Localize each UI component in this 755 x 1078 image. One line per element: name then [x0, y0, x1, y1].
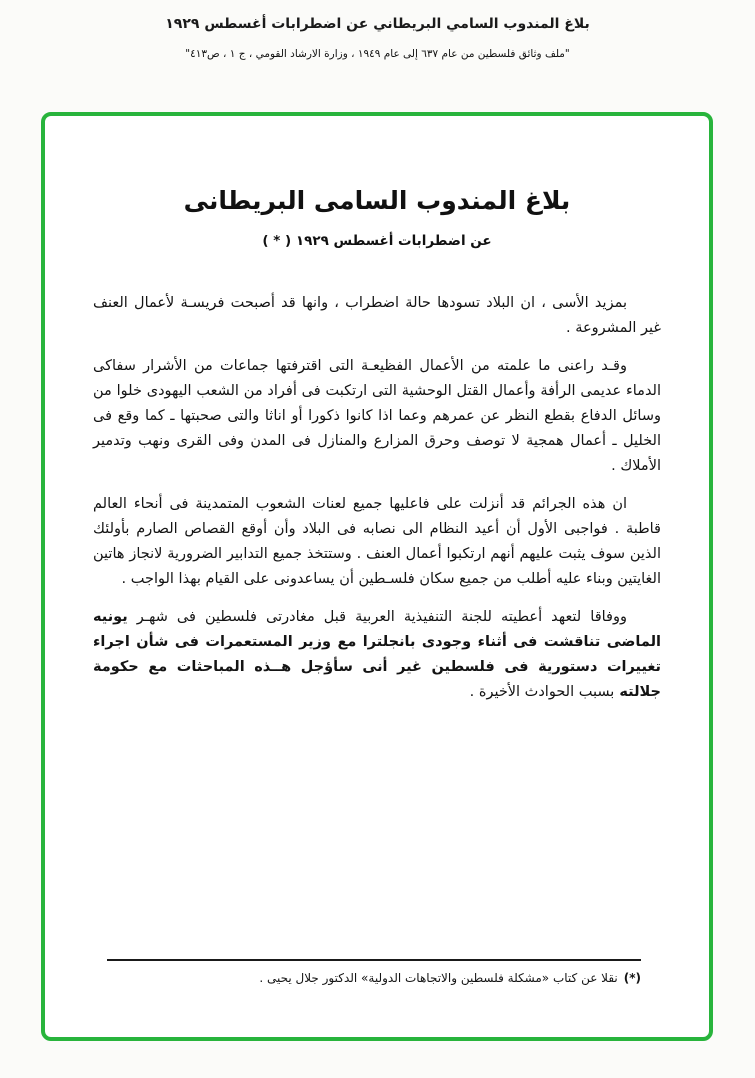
paragraph-4-tail: بسبب الحوادث الأخيرة . — [469, 684, 615, 700]
page-subtitle: عن اضطرابات أغسطس ١٩٢٩ ( * ) — [262, 233, 492, 249]
document-header — [0, 0, 755, 60]
paragraph-3: ان هذه الجرائم قد أنزلت على فاعليها جميع لعنات الشعوب المتمدينة فى أنحاء العالم قاطبة . فواجبى الأول أن أعيد النظام الى نصابه فى البلاد وأن أوقع القصاص الصارم بأولئك الذين سوف يثبت عليهم أنهم ارتكبوا أعمال العنف . وستتخذ جميع التدابير الضرورية لانجاز هاتين الغايتين وبناء عليه أطلب من جميع سكان فلسـطين أن يساعدونى على القيام بهذا الواجب . — [93, 496, 661, 587]
paragraph-4 — [93, 605, 661, 705]
footnote-marker: (*) — [623, 971, 641, 985]
page-title: بلاغ المندوب السامى البريطانى — [183, 186, 571, 215]
footnote — [107, 959, 641, 985]
paragraph-2: وقـد راعنى ما علمته من الأعمال الفظيعـة التى اقترفتها جماعات من الأشرار سفاكى الدماء عديمى الرأفة وأعمال القتل الوحشية التى ارتكبت فى أفراد من الشعب اليهودى خلوا من وسائل الدفاع بقطع النظر عن عمرهم وعما اذا كانوا ذكورا أو اناثا والتى صحبتها ـ كما وقع فى الخليل ـ أعمال همجية لا توصف وحرق المزارع والمنازل فى المدن وفى القرى ونهب وتدمير الأملاك . — [93, 358, 661, 474]
header-source-citation: "ملف وثائق فلسطين من عام ٦٣٧ إلى عام ١٩٤٩ ، وزارة الارشاد القومي ، ج ١ ، ص٤١٣" — [185, 48, 570, 60]
paragraph-4-lead: ووفاقا لتعهد أعطيته للجنة التنفيذية العربية قبل مغادرتى فلسطين فى شهـر — [127, 609, 627, 625]
header-title: بلاغ المندوب السامي البريطاني عن اضطرابات أغسطس ١٩٢٩ — [165, 16, 590, 32]
paragraph-4-emphasis: يونيه الماضى تناقشت فى أثناء وجودى بانجلترا مع وزير المستعمرات فى شأن اجراء تغييرات دستورية فى فلسطين غير أنى سأؤجل هــذه المباحثات مع حكومة جلالته — [93, 609, 661, 700]
document-body — [93, 291, 661, 705]
document-frame — [41, 112, 713, 1041]
paragraph-1: بمزيد الأسى ، ان البلاد تسودها حالة اضطراب ، وانها قد أصبحت فريسـة لأعمال العنف غير المشروعة . — [93, 295, 661, 336]
footnote-text: نقلا عن كتاب «مشكلة فلسطين والاتجاهات الدولية» الدكتور جلال يحيى . — [259, 971, 618, 985]
